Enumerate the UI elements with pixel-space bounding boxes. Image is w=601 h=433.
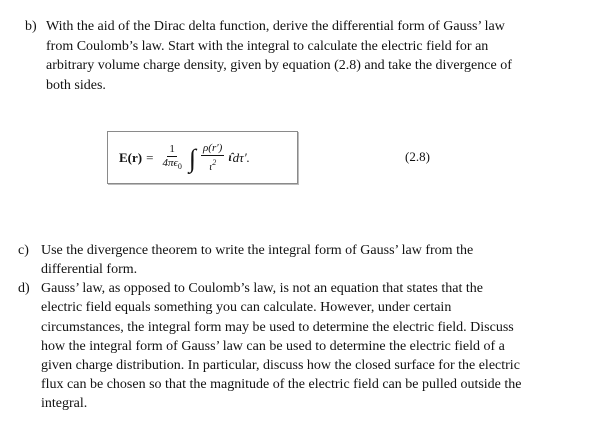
item-d-line-1: Gauss’ law, as opposed to Coulomb’s law, is not an equation that states that the — [41, 281, 483, 296]
epsilon-subscript: 0 — [177, 161, 182, 171]
prefactor-numerator: 1 — [169, 142, 175, 155]
item-label-d: d) — [18, 281, 30, 296]
item-label-b: b) — [25, 19, 37, 34]
item-b-line-2: from Coulomb’s law. Start with the integral to calculate the electric field for an — [46, 39, 489, 54]
squared-exponent: 2 — [212, 157, 217, 167]
integral-sign-icon: ∫ — [188, 143, 197, 173]
item-label-c: c) — [18, 243, 29, 258]
integrand-denominator — [207, 156, 218, 174]
item-b-line-4: both sides. — [46, 78, 106, 93]
unit-vector-script-r: ι̂ — [228, 150, 232, 164]
item-d-line-5: given charge distribution. In particular, discuss how the closed surface for the electric — [41, 358, 520, 373]
item-c-line-1: Use the divergence theorem to write the integral form of Gauss’ law from the — [41, 243, 474, 258]
equation-box — [107, 131, 298, 184]
item-d-line-7: integral. — [41, 396, 88, 411]
item-c-line-2: differential form. — [41, 262, 138, 277]
prefactor-den-text: 4πϵ — [162, 156, 178, 169]
differential-dtau: dτ′. — [232, 149, 250, 165]
integrand-numerator: ρ(r′) — [203, 141, 223, 154]
equals-sign: = — [146, 149, 154, 165]
integrand-fraction — [201, 142, 224, 174]
equation-2-8 — [119, 132, 250, 183]
item-b-line-1: With the aid of the Dirac delta function, derive the differential form of Gauss’ law — [46, 19, 505, 34]
prefactor-fraction — [160, 143, 183, 173]
equation-number: (2.8) — [405, 149, 430, 164]
item-d-line-2: electric field equals something you can calculate. However, under certain — [41, 300, 452, 315]
item-d-line-3: circumstances, the integral form may be used to determine the electric field. Discuss — [41, 320, 514, 335]
item-d-line-4: how the integral form of Gauss’ law can be used to determine the electric field of a — [41, 339, 505, 354]
script-r-symbol: ι — [209, 160, 213, 173]
prefactor-denominator — [160, 157, 183, 173]
equation-lhs: E(r) — [119, 149, 143, 165]
item-b-line-3: arbitrary volume charge density, given by equation (2.8) and take the divergence of — [46, 58, 512, 73]
item-d-line-6: flux can be chosen so that the magnitude of the electric field can be pulled outside the — [41, 377, 522, 392]
